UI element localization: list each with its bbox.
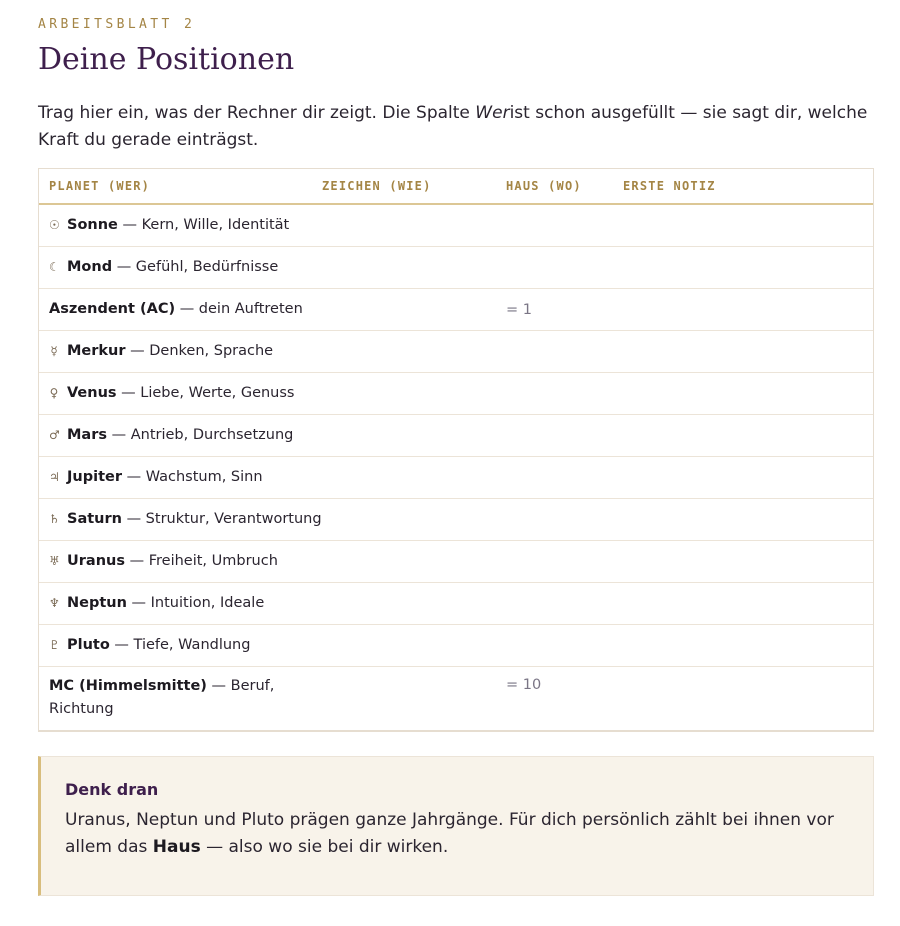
reminder-callout bbox=[38, 756, 874, 896]
planet-symbol-icon: ♅ bbox=[49, 554, 60, 568]
planet-name: Jupiter bbox=[67, 469, 122, 485]
planet-name: Venus bbox=[67, 385, 117, 401]
table-row bbox=[39, 289, 873, 331]
callout-text bbox=[65, 807, 849, 861]
planet-description: — Wachstum, Sinn bbox=[121, 469, 263, 485]
planet-name: Sonne bbox=[67, 217, 118, 233]
planet-symbol-icon: ☾ bbox=[49, 260, 60, 274]
planet-description: — Beruf, Richtung bbox=[49, 678, 275, 717]
planet-name: Saturn bbox=[67, 511, 122, 527]
table-row bbox=[39, 583, 873, 625]
planet-name: Mars bbox=[67, 427, 107, 443]
planet-name: MC (Himmelsmitte) bbox=[49, 678, 207, 694]
table-row bbox=[39, 499, 873, 541]
callout-text-end: — also wo sie bei dir wirken. bbox=[200, 837, 449, 857]
intro-text-end: ist schon ausgefüllt — sie sagt dir, welche Kraft du gerade einträgst. bbox=[38, 103, 868, 150]
planet-description: — Gefühl, Bedürfnisse bbox=[112, 259, 279, 275]
table-row bbox=[39, 415, 873, 457]
planet-description: — Struktur, Verantwortung bbox=[121, 511, 322, 527]
planet-name: Uranus bbox=[67, 553, 125, 569]
table-body bbox=[39, 205, 873, 730]
planet-cell bbox=[39, 634, 322, 657]
table-row bbox=[39, 205, 873, 247]
haus-cell[interactable]: = 1 bbox=[506, 301, 532, 318]
planet-cell bbox=[39, 592, 322, 615]
planet-symbol-icon: ☿ bbox=[50, 344, 58, 358]
table-row bbox=[39, 247, 873, 289]
positions-table bbox=[38, 168, 874, 732]
planet-cell bbox=[39, 466, 322, 489]
planet-cell bbox=[39, 550, 322, 573]
planet-description: — Tiefe, Wandlung bbox=[109, 637, 251, 653]
planet-symbol-icon: ♂ bbox=[49, 428, 60, 442]
planet-name: Merkur bbox=[67, 343, 126, 359]
table-row bbox=[39, 541, 873, 583]
planet-description: — dein Auftreten bbox=[175, 301, 303, 317]
table-header bbox=[39, 169, 873, 205]
planet-cell bbox=[39, 675, 322, 721]
planet-cell bbox=[39, 298, 322, 321]
planet-description: — Freiheit, Umbruch bbox=[125, 553, 278, 569]
table-row bbox=[39, 373, 873, 415]
callout-text-start: Uranus, Neptun und Pluto prägen ganze Jahrgänge. Für dich persönlich zählt bei ihnen vor allem das bbox=[65, 810, 834, 857]
planet-cell bbox=[39, 424, 322, 447]
planet-cell bbox=[39, 340, 322, 363]
planet-name: Aszendent (AC) bbox=[49, 301, 176, 317]
planet-description: — Antrieb, Durchsetzung bbox=[107, 427, 294, 443]
planet-description: — Denken, Sprache bbox=[125, 343, 274, 359]
callout-bold: Haus bbox=[152, 837, 201, 857]
page-title: Deine Positionen bbox=[38, 42, 295, 77]
table-row bbox=[39, 625, 873, 667]
planet-symbol-icon: ♀ bbox=[49, 386, 59, 400]
header-haus: HAUS (WO) bbox=[506, 179, 582, 193]
table-row bbox=[39, 457, 873, 499]
haus-cell[interactable]: = 10 bbox=[506, 677, 542, 693]
planet-description: — Liebe, Werte, Genuss bbox=[116, 385, 295, 401]
planet-description: — Intuition, Ideale bbox=[126, 595, 265, 611]
header-planet: PLANET (WER) bbox=[49, 179, 151, 193]
callout-title: Denk dran bbox=[65, 780, 159, 799]
planet-description: — Kern, Wille, Identität bbox=[117, 217, 290, 233]
planet-symbol-icon: ♇ bbox=[49, 638, 60, 652]
planet-symbol-icon: ♃ bbox=[49, 470, 60, 484]
intro-text-start: Trag hier ein, was der Rechner dir zeigt. Die Spalte bbox=[38, 103, 476, 123]
planet-cell bbox=[39, 214, 322, 237]
intro-text bbox=[38, 100, 868, 154]
planet-cell bbox=[39, 256, 322, 279]
planet-cell bbox=[39, 382, 322, 405]
header-zeichen: ZEICHEN (WIE) bbox=[322, 179, 432, 193]
intro-emphasis: Wer bbox=[475, 103, 510, 123]
header-notiz: ERSTE NOTIZ bbox=[623, 179, 716, 193]
planet-symbol-icon: ♆ bbox=[49, 596, 60, 610]
planet-name: Neptun bbox=[67, 595, 127, 611]
table-row bbox=[39, 331, 873, 373]
table-row bbox=[39, 667, 873, 730]
worksheet-eyebrow: ARBEITSBLATT 2 bbox=[38, 17, 196, 32]
planet-cell bbox=[39, 508, 322, 531]
planet-symbol-icon: ☉ bbox=[49, 218, 60, 232]
planet-name: Pluto bbox=[67, 637, 110, 653]
planet-symbol-icon: ♄ bbox=[49, 512, 60, 526]
planet-name: Mond bbox=[67, 259, 113, 275]
